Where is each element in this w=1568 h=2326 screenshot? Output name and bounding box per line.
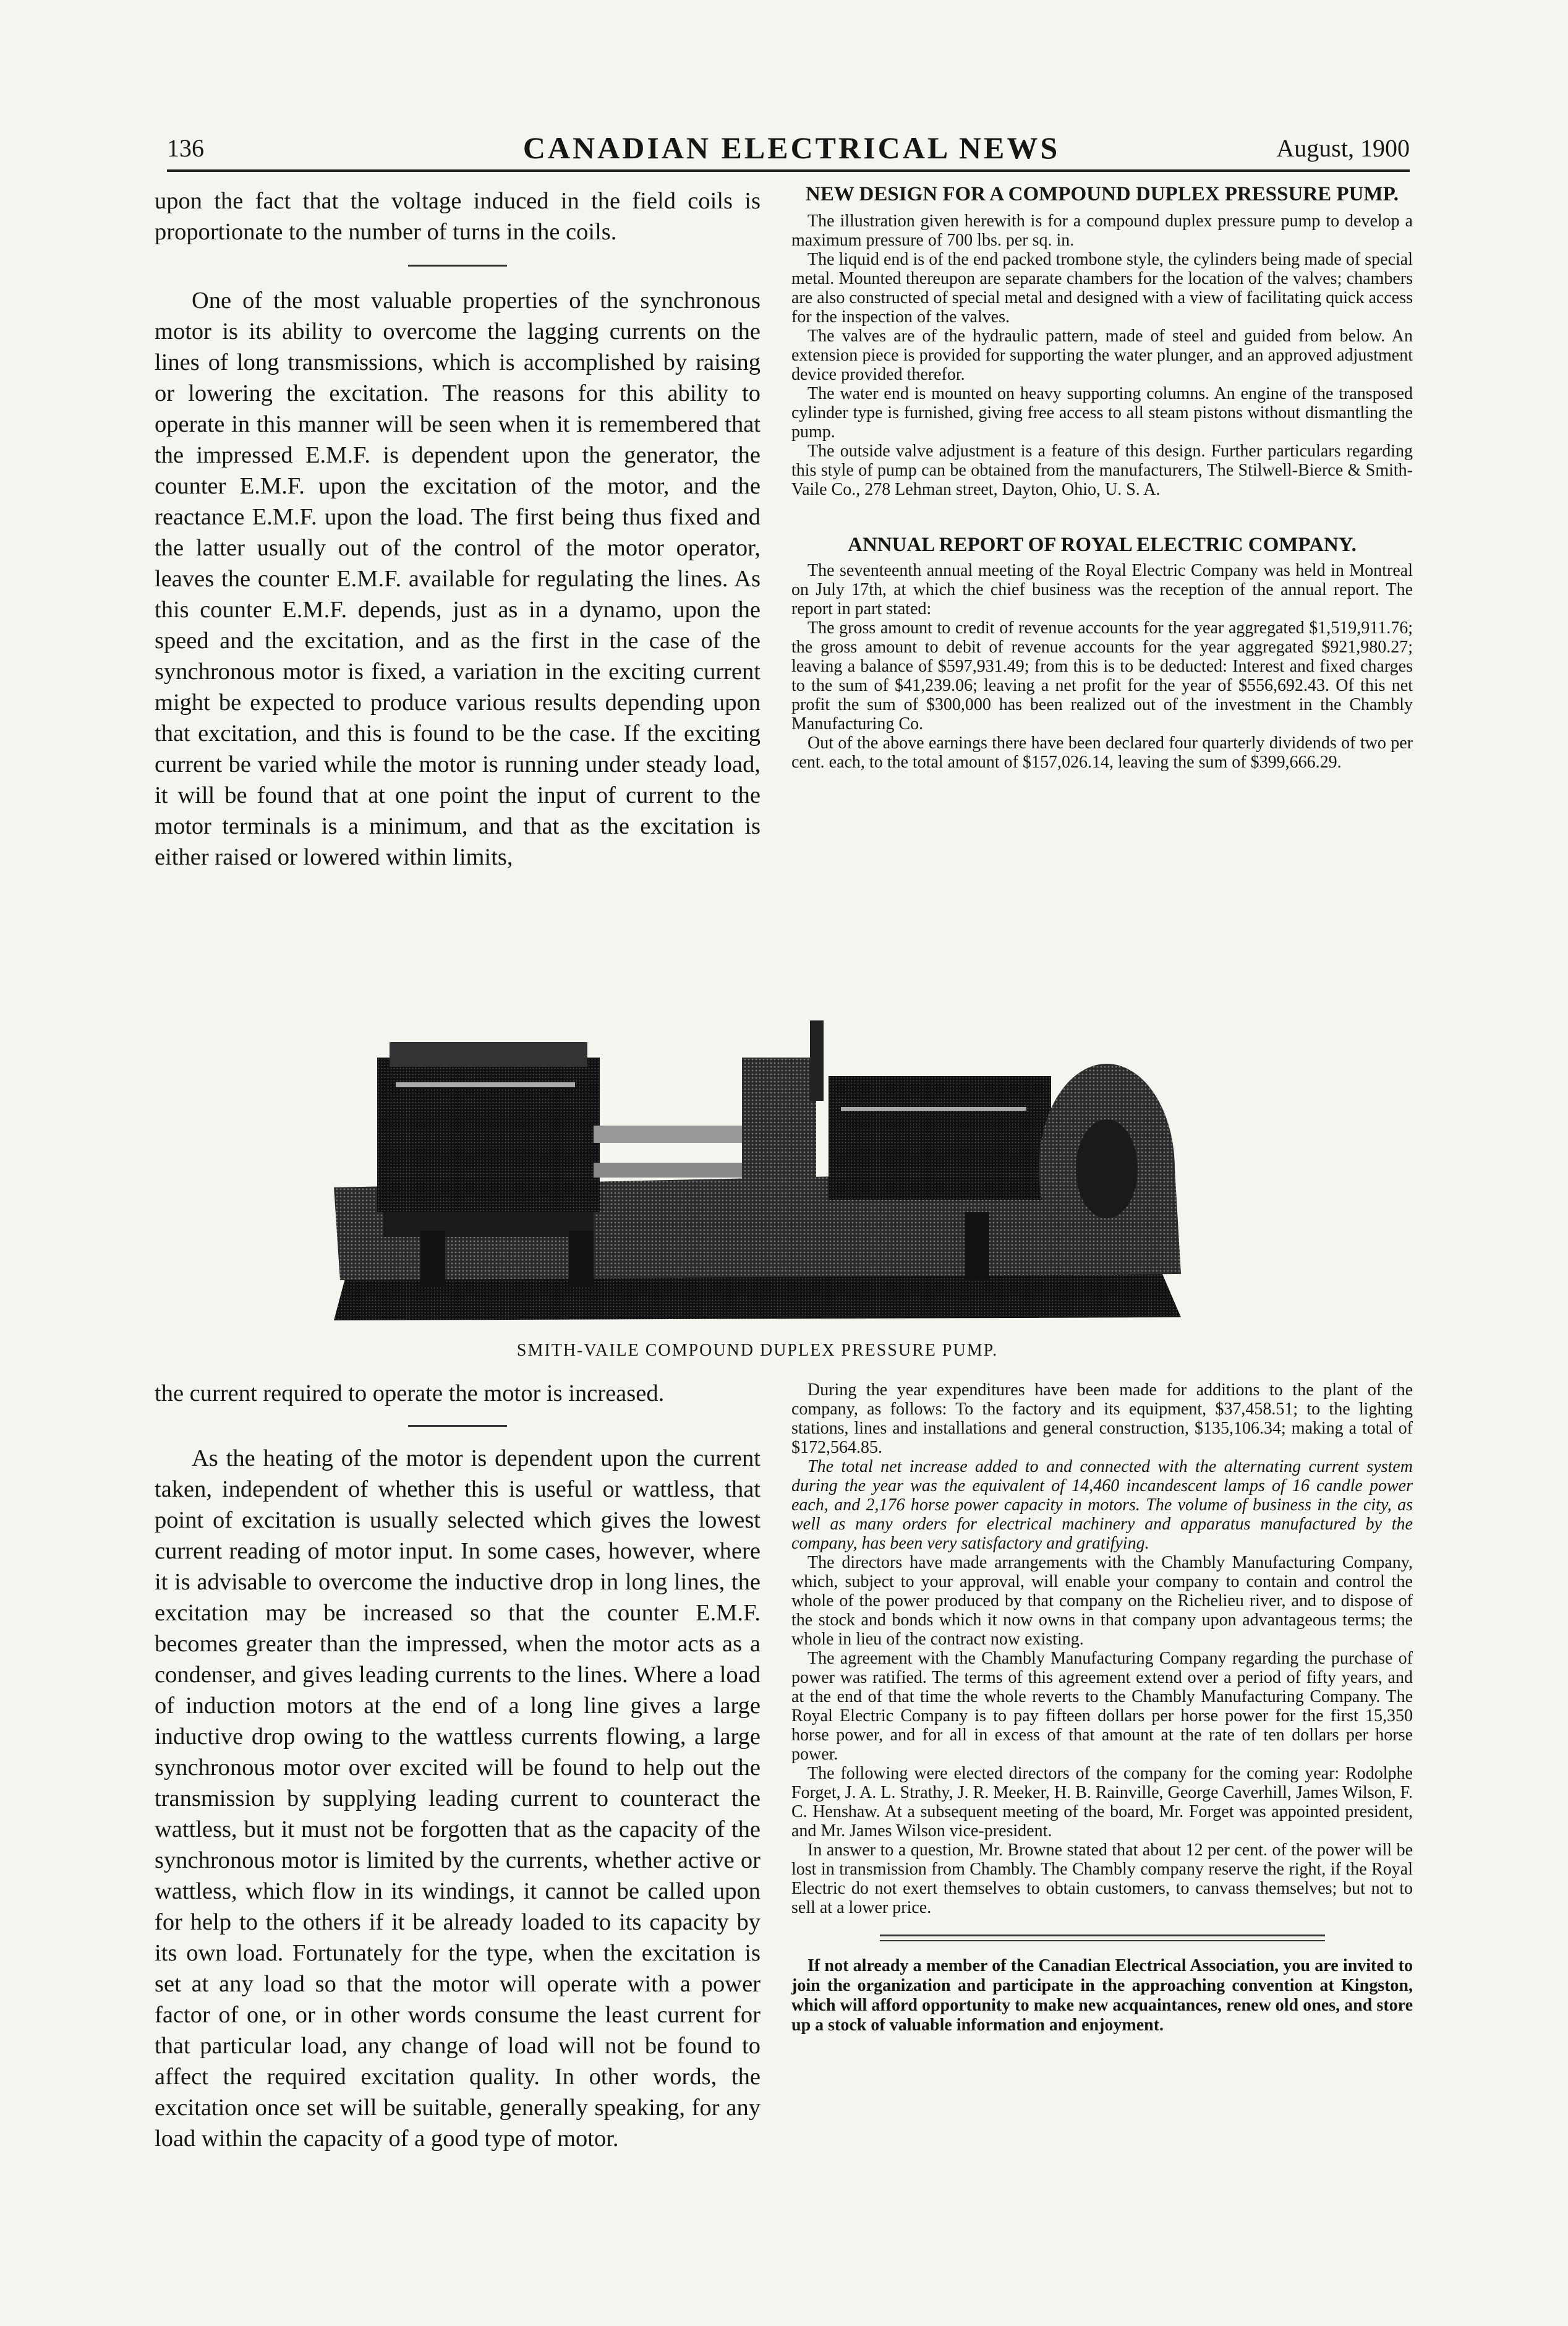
royal-paragraph: The agreement with the Chambly Manufacturing Company regarding the purchase of power was ratified. The terms of this agreement extend over a period of fifty years, and at the end of that time the whole reverts to the Chambly Manufacturing Company. The Royal Electric Company is to pay fifteen dollars per horse power for the first 15,350 horse power, and for all in excess of that amount at the rate of ten dollars per horse power. — [791, 1649, 1413, 1764]
cea-notice: If not already a member of the Canadian Electrical Association, you are invited to join the organization and participate in the approaching convention at Kingston, which will afford opportunity to make new acquaintances, renew old ones, and store up a stock of valuable information and enjoyment. — [791, 1956, 1413, 2035]
pump-paragraph: The illustration given herewith is for a compound duplex pressure pump to develop a maximum pressure of 700 lbs. per sq. in. — [791, 212, 1413, 250]
royal-italic-paragraph: The total net increase added to and connected with the alternating current system during the year was the equivalent of 14,460 incandescent lamps of 16 candle power each, and 2,176 horse power capacity in motors. The volume of business in the city, as well as many orders for electrical machinery and apparatus manufactured by the company, has been very satisfactory and gratifying. — [791, 1457, 1413, 1553]
royal-paragraph: The following were elected directors of the company for the coming year: Rodolphe Forget, J. A. L. Strathy, J. R. Meeker, H. B. Rainville, George Caverhill, James Wilson, F. C. Henshaw. At a subsequent meeting of the board, Mr. Forget was appointed president, and Mr. James Wilson vice-president. — [791, 1764, 1413, 1841]
figure-caption: SMITH-VAILE COMPOUND DUPLEX PRESSURE PUMP. — [516, 1341, 999, 1360]
royal-paragraph: During the year expenditures have been made for additions to the plant of the company, as follows: To the factory and its equipment, $37,458.51; to the lighting stations, lines and installations and general construction, $135,106.34; making a total of $172,564.85. — [791, 1380, 1413, 1457]
header-rule — [167, 169, 1410, 172]
motor-text-paragraph: One of the most valuable properties of the synchronous motor is its ability to overcome the lagging currents on the lines of long transmissions, which is accomplished by raising or lowering the excitation. The reasons for this ability to operate in this manner will be seen when it is remembered that the impressed E.M.F. is dependent upon the generator, the counter E.M.F. upon the excitation of the motor, and the reactance E.M.F. upon the load. The first being thus fixed and the latter usually out of the control of the motor operator, leaves the counter E.M.F. available for regulating the lines. As this counter E.M.F. depends, just as in a dynamo, upon the speed and the excitation, and as the first in the case of the synchronous motor is fixed, a variation in the exciting current might be expected to produce various results depending upon that excitation, and this is found to be the case. If the exciting current be varied while the motor is running under steady load, it will be found that at one point the input of current to the motor terminals is a minimum, and that as the excitation is either raised or lowered within limits, — [155, 288, 761, 870]
publication-title: CANADIAN ELECTRICAL NEWS — [522, 130, 1060, 165]
closing-rule-2 — [880, 1940, 1325, 1941]
right-column-bottom — [791, 1380, 1413, 2035]
left-column-top — [155, 186, 761, 873]
royal-paragraph: In answer to a question, Mr. Browne stated that about 12 per cent. of the power will be lost in transmission from Chambly. The Chambly company reserve the right, if the Royal Electric do not exert themselves to obtain customers, to canvass themselves; but not to sell at a lower price. — [791, 1841, 1413, 1917]
pump-engraving — [309, 983, 1206, 1336]
right-column-top — [791, 183, 1413, 772]
motor-text-continued: upon the fact that the voltage induced in the field coils is proportionate to the number of turns in the coils. — [155, 188, 761, 245]
left-column-bottom — [155, 1378, 761, 2154]
pump-article-heading: NEW DESIGN FOR A COMPOUND DUPLEX PRESSURE PUMP. — [806, 183, 1399, 205]
royal-article-heading: ANNUAL REPORT OF ROYAL ELECTRIC COMPANY. — [848, 534, 1357, 556]
royal-paragraph: The gross amount to credit of revenue accounts for the year aggregated $1,519,911.76; the gross amount to debit of revenue accounts for the year aggregated $921,980.27; leaving a balance of $597,931.49; from this is to be deducted: Interest and fixed charges to the sum of $41,239.06; leaving a net profit for the year of $556,692.43. Of this net profit the sum of $300,000 has been realized out of the investment in the Chambly Manufacturing Co. — [791, 618, 1413, 733]
motor-text-continued-2: the current required to operate the motor is increased. — [155, 1380, 665, 1406]
page-number: 136 — [167, 134, 204, 162]
pump-paragraph: The valves are of the hydraulic pattern, made of steel and guided from below. An extension piece is provided for supporting the water plunger, and an approved adjustment device provided therefor. — [791, 327, 1413, 384]
pump-paragraph: The water end is mounted on heavy supporting columns. An engine of the transposed cylinder type is furnished, giving free access to all steam pistons without dismantling the pump. — [791, 384, 1413, 442]
pump-paragraph: The liquid end is of the end packed trombone style, the cylinders being made of special metal. Mounted thereupon are separate chambers for the location of the valves; chambers are also constructed of special metal and designed with a view of facilitating quick access for the inspection of the valves. — [791, 250, 1413, 327]
royal-paragraph: Out of the above earnings there have been declared four quarterly dividends of two per cent. each, to the total amount of $157,026.14, leaving the sum of $399,666.29. — [791, 733, 1413, 772]
pump-illustration — [309, 983, 1206, 1336]
section-divider — [408, 1425, 507, 1427]
pump-paragraph: The outside valve adjustment is a feature of this design. Further particulars regarding this style of pump can be obtained from the manufacturers, The Stilwell-Bierce & Smith-Vaile Co., 278 Lehman street, Dayton, Ohio, U. S. A. — [791, 442, 1413, 499]
issue-date: August, 1900 — [1276, 134, 1410, 162]
page-header — [167, 130, 1410, 173]
motor-text-paragraph-2: As the heating of the motor is dependent upon the current taken, independent of whether this is useful or wattless, that point of excitation is usually selected which gives the lowest current reading of motor input. In some cases, however, where it is advisable to overcome the inductive drop in long lines, the excitation may be increased so that the counter E.M.F. becomes greater than the impressed, when the motor acts as a condenser, and gives leading currents to the lines. Where a load of induction motors at the end of a long line gives a large inductive drop owing to the wattless currents flowing, a large synchronous motor over excited will be found to help out the transmission by supplying leading current to counteract the wattless, but it must not be forgotten that as the capacity of the synchronous motor is limited by the currents, whether active or wattless, which flow in its windings, it cannot be called upon for help to the others if it be already loaded to its capacity by its own load. Fortunately for the type, when the excitation is set at any load so that the motor will operate with a power factor of one, or in other words consume the least current for that particular load, any change of load will not be found to affect the required excitation quality. In other words, the excitation once set will be suitable, generally speaking, for any load within the capacity of a good type of motor. — [155, 1445, 761, 2152]
closing-rule — [880, 1935, 1325, 1936]
section-divider — [408, 265, 507, 267]
royal-paragraph: The seventeenth annual meeting of the Royal Electric Company was held in Montreal on July 17th, at which the chief business was the reception of the annual report. The report in part stated: — [791, 561, 1413, 618]
royal-paragraph: The directors have made arrangements with the Chambly Manufacturing Company, which, subject to your approval, will enable your company to contain and control the whole of the power produced by that company on the Richelieu river, and to dispose of the stock and bonds which it now owns in that company upon advantageous terms; the whole in lieu of the contract now existing. — [791, 1553, 1413, 1649]
